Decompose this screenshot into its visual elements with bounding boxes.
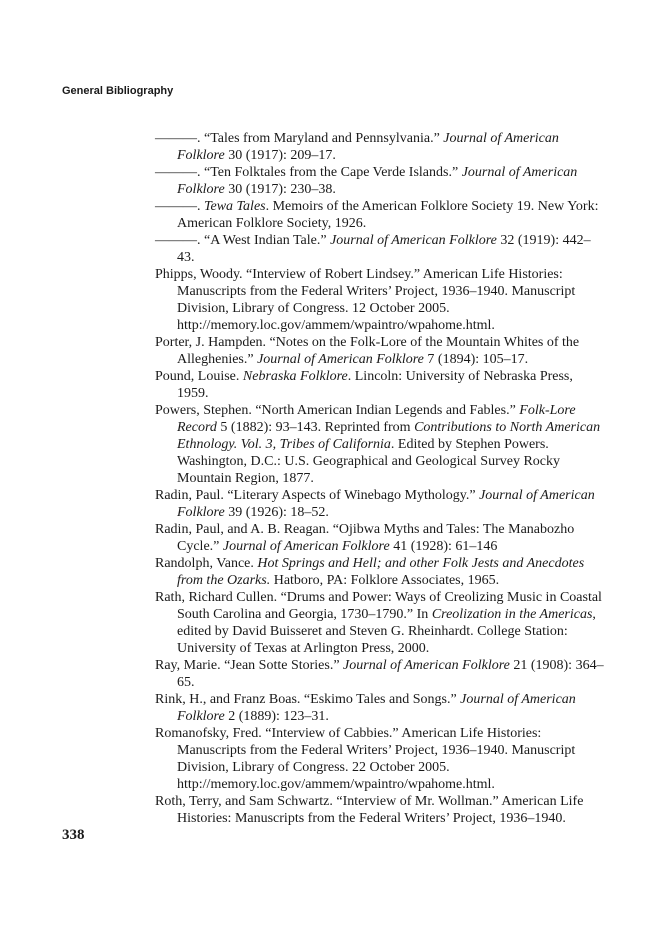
entry-text: Roth, Terry, and Sam Schwartz. “Interview of Mr. Wollman.” American Life Histories: Manuscripts from the Federal Writers’ Project, 1936–1940. (155, 794, 584, 826)
bibliography-entry (155, 487, 605, 521)
entry-text: Pound, Louise. (155, 369, 243, 384)
entry-text: 2 (1889): 123–31. (224, 709, 329, 724)
bibliography-entry (155, 555, 605, 589)
italic-title: Journal of American Folklore (177, 165, 578, 197)
entry-text: ———. “A West Indian Tale.” (155, 233, 331, 248)
entry-text: Radin, Paul, and A. B. Reagan. “Ojibwa Myths and Tales: The Manabozho Cycle.” (155, 522, 575, 554)
page-number: 338 (62, 827, 85, 843)
bibliography-entry (155, 402, 605, 487)
entry-text: Romanofsky, Fred. “Interview of Cabbies.” American Life Histories: Manuscripts from the Federal Writers’ Project, 1936–1940. Manuscript Division, Library of Congress. 22 October 2005. http://memory.loc.gov/ammem/wpaintro/wpahome.html. (155, 726, 576, 792)
entry-text: Randolph, Vance. (155, 556, 258, 571)
italic-title: Nebraska Folklore (242, 369, 348, 384)
entry-text: ———. (155, 199, 204, 214)
entry-text: 30 (1917): 209–17. (224, 148, 336, 163)
bibliography-entry (155, 368, 605, 402)
bibliography-entry (155, 691, 605, 725)
entry-text: 5 (1882): 93–143. Reprinted from (216, 420, 415, 435)
italic-title: Journal of American Folklore (177, 488, 595, 520)
entry-text: , edited by David Buisseret and Steven G. Rheinhardt. College Station: University of Texas at Arlington Press, 2000. (177, 607, 596, 656)
italic-title: Folk-Lore Record (177, 403, 576, 435)
bibliography-entry (155, 232, 605, 266)
bibliography-entry (155, 725, 605, 793)
entry-text: 21 (1908): 364–65. (177, 658, 604, 690)
italic-title: Tewa Tales (204, 199, 266, 214)
entry-text: 30 (1917): 230–38. (224, 182, 336, 197)
entry-text: 32 (1919): 442–43. (177, 233, 591, 265)
entry-text: . Lincoln: University of Nebraska Press, 1959. (177, 369, 573, 401)
entry-text: Radin, Paul. “Literary Aspects of Winebago Mythology.” (155, 488, 480, 503)
italic-title: Hot Springs and Hell; and other Folk Jests and Anecdotes from the Ozarks. (177, 556, 585, 588)
italic-title: Creolization in the Americas (431, 607, 593, 622)
entry-text: 39 (1926): 18–52. (224, 505, 329, 520)
italic-title: Journal of American Folklore (257, 352, 424, 367)
italic-title: Journal of American Folklore (222, 539, 390, 554)
entry-text: Ray, Marie. “Jean Sotte Stories.” (155, 658, 344, 673)
running-head: General Bibliography (62, 85, 174, 97)
entry-text: Powers, Stephen. “North American Indian Legends and Fables.” (155, 403, 520, 418)
italic-title: Journal of American Folklore (177, 692, 576, 724)
bibliography-entry (155, 266, 605, 334)
entry-text: Porter, J. Hampden. “Notes on the Folk-Lore of the Mountain Whites of the Alleghenies.” (155, 335, 580, 367)
italic-title: Journal of American Folklore (343, 658, 510, 673)
bibliography-entry (155, 521, 605, 555)
bibliography-entry (155, 130, 605, 164)
entry-text: . Edited by Stephen Powers. Washington, D.C.: U.S. Geographical and Geological Survey Rocky Mountain Region, 1877. (177, 437, 561, 486)
entry-text: ———. “Ten Folktales from the Cape Verde Islands.” (155, 165, 462, 180)
entry-text: Rath, Richard Cullen. “Drums and Power: Ways of Creolizing Music in Coastal South Carolina and Georgia, 1730–1790.” In (155, 590, 602, 622)
entry-text: Phipps, Woody. “Interview of Robert Lindsey.” American Life Histories: Manuscripts from the Federal Writers’ Project, 1936–1940. Manuscript Division, Library of Congress. 12 October 2005. http://memory.loc.gov/ammem/wpaintro/wpahome.html. (155, 267, 576, 333)
italic-title: Journal of American Folklore (177, 131, 559, 163)
entry-text: 7 (1894): 105–17. (423, 352, 529, 367)
italic-title: Contributions to North American Ethnology. Vol. 3, Tribes of California (177, 420, 601, 452)
bibliography-entry (155, 657, 605, 691)
entry-text: ———. “Tales from Maryland and Pennsylvania.” (155, 131, 444, 146)
bibliography-entry (155, 793, 605, 827)
bibliography-entry (155, 589, 605, 657)
entry-text: Hatboro, PA: Folklore Associates, 1965. (270, 573, 500, 588)
bibliography-list (155, 130, 605, 827)
entry-text: . Memoirs of the American Folklore Society 19. New York: American Folklore Society, 1926. (177, 199, 599, 231)
bibliography-entry (155, 164, 605, 198)
entry-text: 41 (1928): 61–146 (389, 539, 498, 554)
italic-title: Journal of American Folklore (330, 233, 497, 248)
entry-text: Rink, H., and Franz Boas. “Eskimo Tales and Songs.” (155, 692, 461, 707)
bibliography-entry (155, 334, 605, 368)
bibliography-entry (155, 198, 605, 232)
